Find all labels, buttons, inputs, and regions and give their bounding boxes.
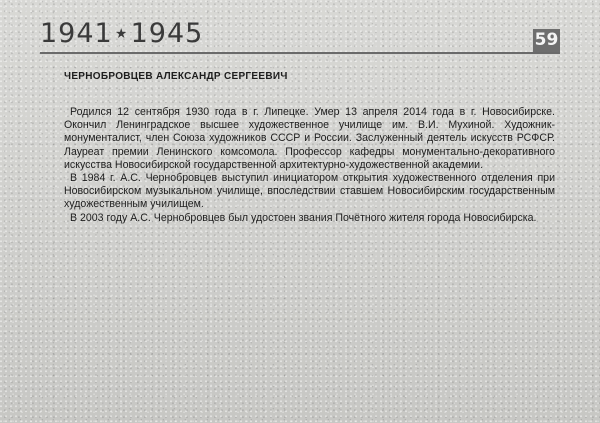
page-header xyxy=(0,0,600,58)
art-school-paragraph: В 1984 г. А.С. Чернобровцев выступил инициатором открытия художественного отделения при Новосибирском музыкальном училище, впоследствии ставшем Новосибирским государственным художественным училищем. xyxy=(64,172,555,211)
year-title: 1941⋆1945 xyxy=(40,18,204,49)
person-name-heading: ЧЕРНОБРОВЦЕВ АЛЕКСАНДР СЕРГЕЕВИЧ xyxy=(64,71,288,82)
header-divider xyxy=(40,52,560,54)
biography-paragraph: Родился 12 сентября 1930 года в г. Липецке. Умер 13 апреля 2014 года в г. Новосибирске. Окончил Ленинградское высшее художественное училище им. В.И. Мухиной. Художник-монументалист, член Союза художников СССР и России. Заслуженный деятель искусств РСФСР. Лауреат премии Ленинского комсомола. Профессор кафедры монументально-декоративного искусства Новосибирской государственной архитектурно-художественной академии. xyxy=(64,106,555,171)
article-body xyxy=(64,70,555,225)
honorary-citizen-paragraph: В 2003 году А.С. Чернобровцев был удостоен звания Почётного жителя города Новосибирска. xyxy=(70,211,537,224)
page-number-badge: 59 xyxy=(534,30,559,50)
